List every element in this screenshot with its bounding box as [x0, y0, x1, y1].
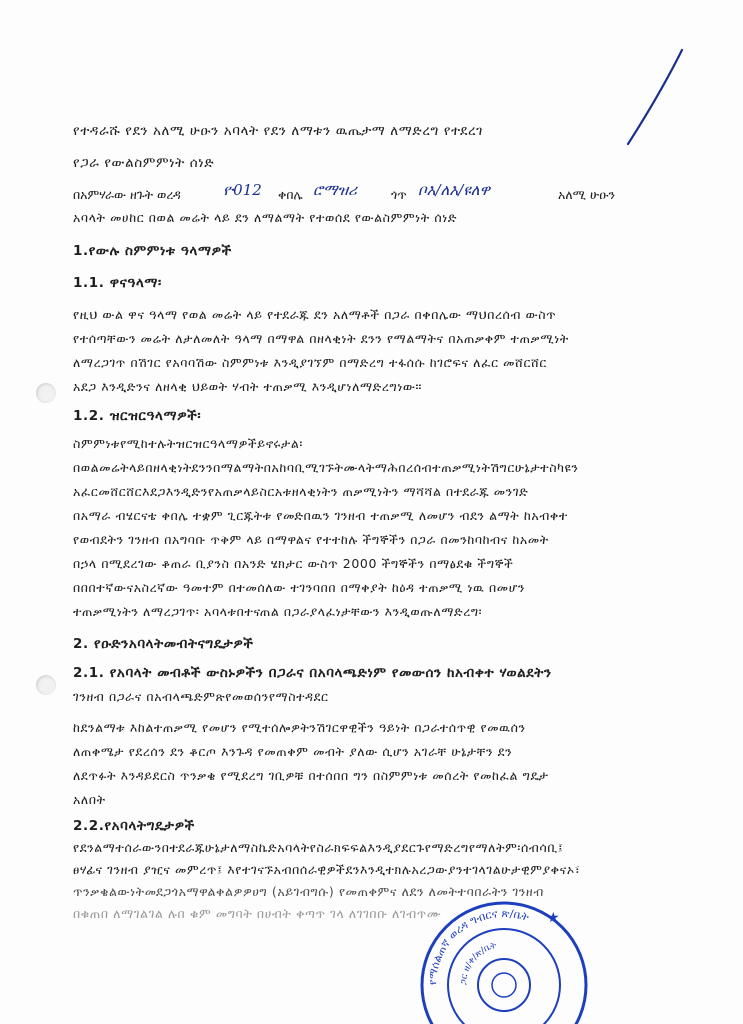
section-1-2-line: ተጠቃሚነትን ለማረጋገጥ፡ አባላቱበተናጠል በጋራያላፈነታቸውን እንዲወጡለማድረግ፡ — [73, 604, 483, 619]
fill-line-2: አባላት መሀከር በወል መሬት ላይ ደን ለማልማት የተወሰደ የውልስምምነት ሰነድ — [73, 210, 458, 225]
pen-stroke-mark — [600, 44, 700, 154]
fill-suffix: አለሚ ሁዑን — [558, 187, 616, 202]
section-1-1-line: ለማረጋገጥ በሽገር የአባባሽው ስምምነቱ እንዲያገኘም በማድረግ ተፋሰሱ ከገሮፍና ለፈር መሸርሸር — [73, 355, 547, 370]
section-2-1-line: ለደጥፉት እንዳይደርስ ጥንቃቄ የሚደረግ ገቢዎቹ በተሰበበ ግን በስምምነቱ መሰረት የመከፈል ግዴታ — [73, 768, 549, 783]
fill-prefix: በአምሃራው ዘጉት ወረዳ — [73, 187, 181, 202]
handwritten-woreda: ዮ012 — [223, 181, 262, 199]
section-1-2-line: በበበተኛውናአስረኛው ዓመተም በተመሰለው ተገንባበበ በማቀያት ከዕዳ ተጠቃሚ ነዉ በመሆን — [73, 580, 525, 595]
section-1-2-line: በአማራ ብሄርናቴ ቀበሌ ተቋም ጊርጁትቱ የመድበዉን ገንዘብ ተጠቃሚ ለመሆን ብደን ልማት ከአብቀተ — [73, 508, 568, 523]
section-1-2-line: ስምምነቱየሚከተሉትዝርዝርዓላማዎችይኖሩታል፡ — [73, 436, 303, 451]
section-1-2-heading: 1.2. ዝርዝርዓላማዎች፡ — [73, 408, 202, 424]
section-1-1-line: አደጋ እንዲድንና ለዘላቂ ህይወት ሃብት ተጠቃሚ እንዲሆነለማድረግነው። — [73, 379, 422, 394]
section-2-1-heading: 2.1. የአባላት መብቶች ውስኑዎችን በጋራና በአባላጫድነም የመውሰን ከአብቀተ ሃወልደትን — [73, 665, 552, 681]
section-2-2-line: በቁጠበ ለማገልገል ሉበ ቁም መግባት በሀብት ቀጣጥ ገላ ለገገበቡ ለገብጥሙ — [73, 906, 442, 921]
official-stamp — [416, 890, 592, 1024]
punch-hole-top — [36, 383, 56, 403]
stamp-outer-text: የማሰልጠኛ ወረዳ ግብርና ጽ/ቤት — [425, 906, 531, 986]
stamp-inner-text: ጋር ዘ/ቀ/ጽ/ቤት — [458, 940, 498, 986]
punch-hole-bottom — [36, 675, 56, 695]
document-title: የተዳራሹ የደን አለሚ ሁዑን አባላት የደን ለማቱን ዉጤታማ ለማድረግ የተደረገ — [73, 123, 483, 139]
svg-text:የማሰልጠኛ ወረዳ ግብርና ጽ/ቤት — [426, 907, 531, 985]
handwritten-kebele: ሮማዝሪ — [313, 181, 357, 199]
section-1-2-line: የወብደትን ገንዘብ በአግባቡ ጥቅም ላይ በማዋልና የተተከሉ ችግኞችን በጋራ በመንከባከብና ከአመት — [73, 532, 549, 547]
section-1-1-heading: 1.1. ዋናዓላማ፡ — [73, 275, 162, 291]
fill-middle-1: ቀበሌ — [278, 187, 303, 202]
section-2-1-line: ከደንልማቱ እከልተጠቃሚ የመሆን የሚተሰሎዎትንሽገርዋዊችን ዓይነት በጋራተሰጥዊ የመዉሰን — [73, 720, 526, 735]
section-2-2-line: የደንልማተሰራውንበተደራጁሁኔታለማስኬድአባላትየስራክፍፍልእንዲያደርጉየማድረግየማለትም፡ሰብሳቢ፤ — [73, 840, 564, 855]
section-2-1-line: ለጠቀሜታ የደረሰን ደን ቆርጦ እንጉዳ የመጠቀም መብት ያለው ሲሆን አገራቸ ሁኔታቸን ደን — [73, 744, 513, 759]
section-1-2-line: በኃላ በሚደረገው ቆጠራ ቢያንስ በአንድ ሄክታር ውስጥ 2000 ችግኞችን በማፅደቁ ችግኞች — [73, 556, 514, 571]
section-1-1-line: የዚህ ውል ዋና ዓላማ የወል መሬት ላይ የተደራጁ ደን አለማቶች በጋራ በቀበሌው ማህበረሰብ ውስጥ — [73, 307, 557, 322]
section-2-1-line: አለበት — [73, 792, 106, 807]
section-1-2-line: አፈርመሸርሸርእደጋእንዲድንየአጠቃላይስርአቱዘላቂነትን ጠቃሚነትን ማሻሻል በተደራጁ መንገድ — [73, 484, 529, 499]
section-1-2-line: በወልመሬትላይበዘላቂነትደንንበማልማትበአከባቢሚገኙትሙላትማሕበረሰብተጠቃሚነትሽግርሁኔታተስካዩን — [73, 460, 579, 475]
section-2-heading: 2. የዑድንአባላትመብትናግዴታዎች — [73, 636, 254, 652]
section-2-1-heading-cont: ገንዘብ በጋራና በአብላጫድምጽየመወሰንየማስተዳደር — [73, 689, 329, 704]
svg-text:★: ★ — [547, 910, 560, 926]
stamp-seal-icon — [416, 890, 592, 1024]
section-2-2-heading: 2.2.የአባላትግዴታዎች — [73, 818, 195, 834]
handwritten-gott: ቦእ/ለእ/ዩለዋ — [418, 181, 490, 199]
section-2-2-line: ጥንቃቄልውነትመደጋጎአማዋልቀልዎዎሀግ (አይገብግሱ) የመጠቀምና ለደን ለመትተባበራትን ገንዘብ — [73, 884, 544, 899]
fill-in-line — [73, 181, 673, 206]
fill-middle-2: ጎጥ — [391, 187, 407, 202]
document-subtitle: የጋራ የውልስምምነት ሰነድ — [73, 155, 215, 171]
section-2-2-line: ፀሃፊና ገንዘብ ያዢና መምረጥ፤ እየተገናኙአብበሰራዊዎችደንእንዲተክሉአረጋውያንተገላገልሁታዊምያቀናኦ፣ — [73, 862, 581, 877]
section-1-1-line: የተሰጣቸውን መሬት ለታለመለት ዓላማ በማዋል በዘላቂነት ደንን የማልማትና በአጠቃቀም ተጠቃሚነት — [73, 331, 569, 346]
section-1-heading: 1.የውሉ ስምምነቱ ዓላማዎች — [73, 243, 232, 259]
